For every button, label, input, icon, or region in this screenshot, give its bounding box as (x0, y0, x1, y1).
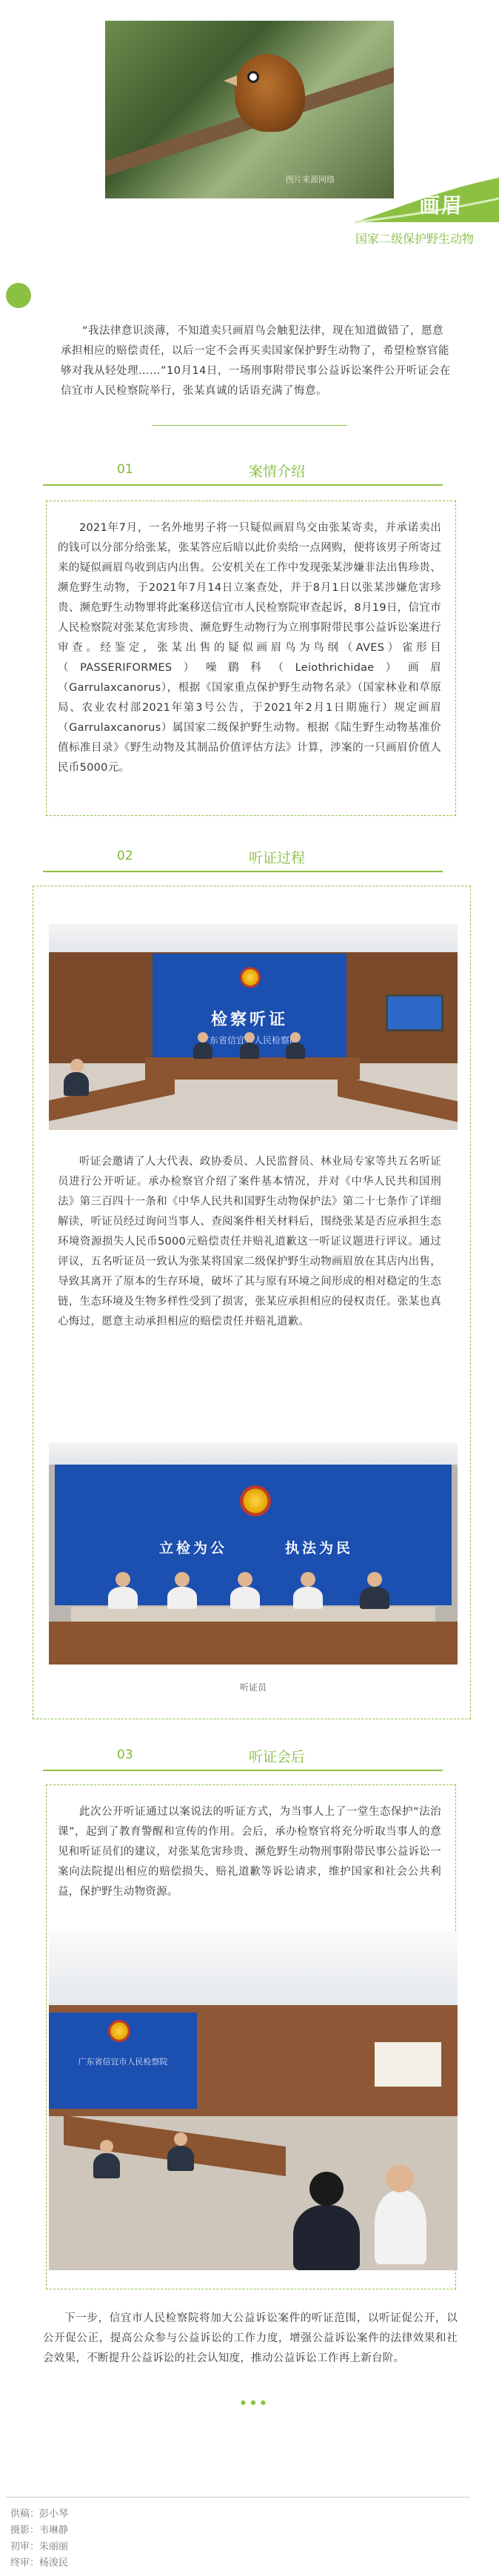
hero-subtitle: 国家二级保护野生动物 (355, 232, 475, 246)
person (64, 1072, 89, 1096)
credit-final-review: 终审：杨浚民 (10, 2557, 69, 2569)
table-front (49, 1622, 458, 1665)
person-head (244, 1032, 255, 1043)
person (230, 1587, 260, 1609)
hero-title: 画眉 (419, 193, 464, 218)
section-number: 01 (117, 462, 133, 477)
person (375, 2190, 426, 2264)
ceiling (49, 1442, 458, 1465)
bird-graphic (235, 54, 305, 132)
person (286, 1043, 305, 1059)
credit-first-review: 初审：朱丽丽 (10, 2541, 69, 2552)
process-paragraph: 听证会邀请了人大代表、政协委员、人民监督员、林业局专家等共五名听证员进行公开听证。承办检察官介绍了案件基本情况，并对《中华人民共和国刑法》第三百四十一条和《中华人民共和国野生动物保护法》第二十七条作了详细解读，听证员经过询问当事人、查阅案件相关材料后，围绕张某是否应承担生态环境资源损失人民币5000元赔偿责任并赔礼道歉这一听证议题进行评议。通过评议，五名听证员一致认为张某将国家二级保护野生动物画眉放在其店内出售，导致其离开了原本的生存环境，破坏了其与原有环境之间形成的相对稳定的生态链，生态环境及生物多样性受到了损害，张某应承担相应的侵权责任。张某也真心悔过，愿意主动承担相应的赔偿责任并赔礼道歉。 (58, 1156, 441, 1328)
photo-caption: 听证员 (239, 1682, 267, 1693)
section-header-02 (0, 844, 499, 869)
section-title: 听证会后 (249, 1749, 306, 1765)
section-rule (43, 1770, 443, 1771)
footer-divider (6, 2497, 469, 2498)
photo-credit: 图片来源网络 (286, 175, 335, 184)
ceiling (49, 1931, 458, 2006)
person-head (367, 1572, 382, 1587)
person (167, 2146, 194, 2171)
section-title: 案情介绍 (249, 464, 306, 480)
credit-photographer: 摄影：韦琳静 (10, 2525, 69, 2536)
divider (152, 425, 347, 426)
case-paragraph: 2021年7月，一名外地男子将一只疑似画眉鸟交由张某寄卖，并承诺卖出的钱可以分部分给张某，张某答应后暗以此价卖给一点网购，便将该男子所寄过来的疑似画眉鸟收到店内出售。公安机关在工作中发现张某涉嫌非法出售珍贵、濒危野生动物，于2021年7月14日立案查处，并于8月1日以张某涉嫌危害珍贵、濒危野生动物罪将此案移送信宜市人民检察院审查起诉，8月19日，信宜市人民检察院对张某危害珍贵、濒危野生动物行为立刑事附带民事公益诉讼案进行审查。经鉴定，张某出售的疑似画眉鸟为鸟纲（AVES）雀形目（PASSERIFORMES）噪鹛科（Leiothrichidae）画眉（Garrulaxcanorus），根据《国家重点保护野生动物名录》（国家林业和草原局、农业农村部2021年第3号公告，于2021年2月1日期施行）规定画眉（Garrulaxcanorus）属国家二级保护野生动物。根据《陆生野生动物基准价值标准目录》《野生动物及其制品价值评估方法》计算，涉案的一只画眉价值人民币5000元。 (58, 522, 441, 774)
banner-text: 检察听证 (210, 1011, 288, 1029)
person-head (70, 1059, 84, 1072)
person-head (175, 1572, 190, 1587)
credit-author: 供稿：彭小琴 (10, 2509, 69, 2520)
emblem-icon (240, 967, 261, 988)
emblem-icon (240, 1485, 271, 1516)
front-table (145, 1057, 360, 1080)
hearing-photo-1 (49, 924, 458, 1130)
hero-bird-photo (105, 21, 394, 198)
decor-dot (6, 283, 31, 308)
banner-right: 执法为民 (284, 1540, 353, 1556)
hearing-photo-3 (49, 1931, 458, 2270)
hearing-table (71, 1607, 435, 1622)
hearing-photo-2 (49, 1442, 458, 1665)
person (93, 2153, 120, 2178)
section-header-01 (0, 458, 499, 483)
person (193, 1043, 212, 1059)
intro-paragraph: “我法律意识淡薄，不知道卖只画眉鸟会触犯法律，现在知道做错了，愿意承担相应的赔偿责任，以后一定不会再买卖国家保护野生动物了，希望检察官能够对我从轻处理……”10月14日，一场刑事附带民事公益诉讼案件公开听证会在信宜市人民检察院举行，张某真诚的话语充满了悔意。 (61, 325, 451, 397)
person-head (198, 1032, 208, 1043)
bird-beak-graphic (224, 76, 237, 86)
section-number: 02 (117, 849, 133, 863)
section-header-03 (0, 1743, 499, 1768)
person (293, 2205, 360, 2270)
section-rule (43, 484, 443, 486)
credits (10, 2506, 68, 2572)
person (240, 1043, 259, 1059)
dots-divider: ● ● ● (241, 2399, 268, 2406)
person-head (309, 2172, 344, 2206)
bird-eye-graphic (247, 71, 259, 83)
section-title: 听证过程 (249, 850, 306, 866)
person-head (386, 2164, 414, 2192)
person-head (115, 1572, 130, 1587)
section-rule (43, 871, 443, 872)
screen-display (386, 994, 443, 1031)
emblem-icon (108, 2020, 130, 2042)
banner-org: 广东省信宜市人民检察院 (78, 2057, 168, 2067)
person-head (238, 1572, 252, 1587)
person (293, 1587, 323, 1609)
section-number: 03 (117, 1747, 133, 1762)
person-head (174, 2132, 187, 2146)
person (360, 1587, 389, 1609)
ceiling (49, 924, 458, 953)
person-head (301, 1572, 315, 1587)
closing-paragraph: 下一步，信宜市人民检察院将加大公益诉讼案件的听证范围，以听证促公开，以公开促公正，提高公众参与公益诉讼的工作力度，增强公益诉讼案件的法律效果和社会效果，不断提升公益诉讼的社会认知度，推动公益诉讼工作再上新台阶。 (43, 2312, 458, 2364)
person (108, 1587, 138, 1609)
person-head (290, 1032, 301, 1043)
hero-section (0, 0, 499, 267)
banner-left: 立检为公 (158, 1540, 227, 1556)
person-head (100, 2140, 113, 2153)
person (167, 1587, 197, 1609)
door (375, 2042, 441, 2087)
after-paragraph: 此次公开听证通过以案说法的听证方式，为当事人上了一堂生态保护“法治课”，起到了教育警醒和宣传的作用。会后，承办检察官将充分听取当事人的意见和听证员们的建议，对张某危害珍贵、濒危野生动物刑事附带民事公益诉讼一案向法院提出相应的赔偿损失、赔礼道歉等诉讼请求，维护国家和社会公共利益，保护野生动物资源。 (58, 1806, 441, 1898)
